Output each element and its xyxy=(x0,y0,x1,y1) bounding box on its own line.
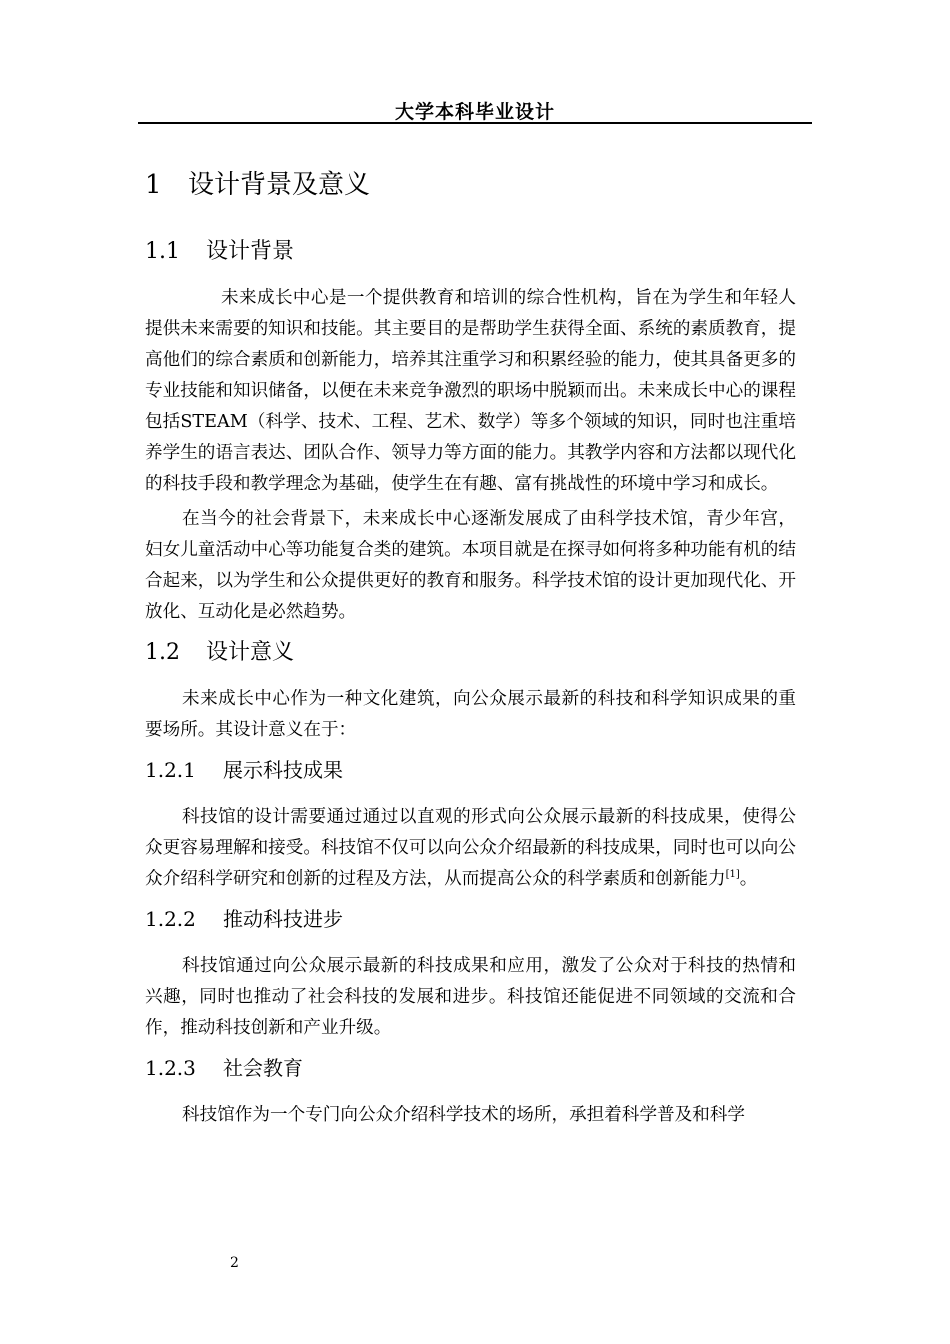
citation-reference[interactable]: [1] xyxy=(725,869,740,881)
paragraph xyxy=(145,802,796,895)
subsection-number: 1.2.1 xyxy=(145,758,196,782)
paragraph-text: 科技馆的设计需要通过通过以直观的形式向公众展示最新的科技成果，使得公众更容易理解和接受。科技馆不仅可以向公众介绍最新的科技成果，同时也可以向公众介绍科学研究和创新的过程及方法，从而提高公众的科学素质和创新能力 xyxy=(145,807,796,889)
paragraph-end: 。 xyxy=(739,869,758,889)
subsection-number: 1.2.3 xyxy=(145,1056,196,1080)
section-title: 设计背景 xyxy=(206,239,295,264)
paragraph: 在当今的社会背景下，未来成长中心逐渐发展成了由科学技术馆，青少年宫，妇女儿童活动中心等功能复合类的建筑。本项目就是在探寻如何将多种功能有机的结合起来，以为学生和公众提供更好的教育和服务。科学技术馆的设计更加现代化、开放化、互动化是必然趋势。 xyxy=(145,509,796,622)
subsection-heading xyxy=(145,1053,796,1083)
chapter-heading xyxy=(145,166,796,204)
header-rule xyxy=(138,122,812,124)
section-title: 设计意义 xyxy=(206,640,295,665)
subsection-number: 1.2.2 xyxy=(145,907,196,931)
chapter-title: 设计背景及意义 xyxy=(188,170,371,200)
paragraph: 科技馆通过向公众展示最新的科技成果和应用，激发了公众对于科技的热情和兴趣，同时也推动了社会科技的发展和进步。科技馆还能促进不同领域的交流和合作，推动科技创新和产业升级。 xyxy=(145,956,796,1038)
subsection-title: 展示科技成果 xyxy=(223,758,343,782)
page-number: 2 xyxy=(230,1255,239,1271)
paragraph: 未来成长中心是一个提供教育和培训的综合性机构，旨在为学生和年轻人提供未来需要的知识和技能。其主要目的是帮助学生获得全面、系统的素质教育，提高他们的综合素质和创新能力，培养其注重学习和积累经验的能力，使其具备更多的专业技能和知识储备，以便在未来竞争激烈的职场中脱颖而出。未来成长中心的课程包括STEAM（科学、技术、工程、艺术、数学）等多个领域的知识，同时也注重培养学生的语言表达、团队合作、领导力等方面的能力。其教学内容和方法都以现代化的科技手段和教学理念为基础，使学生在有趣、富有挑战性的环境中学习和成长。 xyxy=(145,288,796,494)
subsection-heading xyxy=(145,904,796,934)
paragraph: 未来成长中心作为一种文化建筑，向公众展示最新的科技和科学知识成果的重要场所。其设计意义在于： xyxy=(145,689,796,740)
subsection-heading xyxy=(145,755,796,785)
chapter-number: 1 xyxy=(145,170,162,200)
section-heading xyxy=(145,236,796,268)
running-header: 大学本科毕业设计 xyxy=(394,101,555,123)
paragraph: 科技馆作为一个专门向公众介绍科学技术的场所，承担着科学普及和科学 xyxy=(182,1105,746,1125)
subsection-title: 社会教育 xyxy=(223,1056,303,1080)
section-number: 1.2 xyxy=(145,640,180,665)
page-body xyxy=(145,160,796,1131)
subsection-title: 推动科技进步 xyxy=(223,907,343,931)
section-heading xyxy=(145,637,796,669)
section-number: 1.1 xyxy=(145,239,180,264)
